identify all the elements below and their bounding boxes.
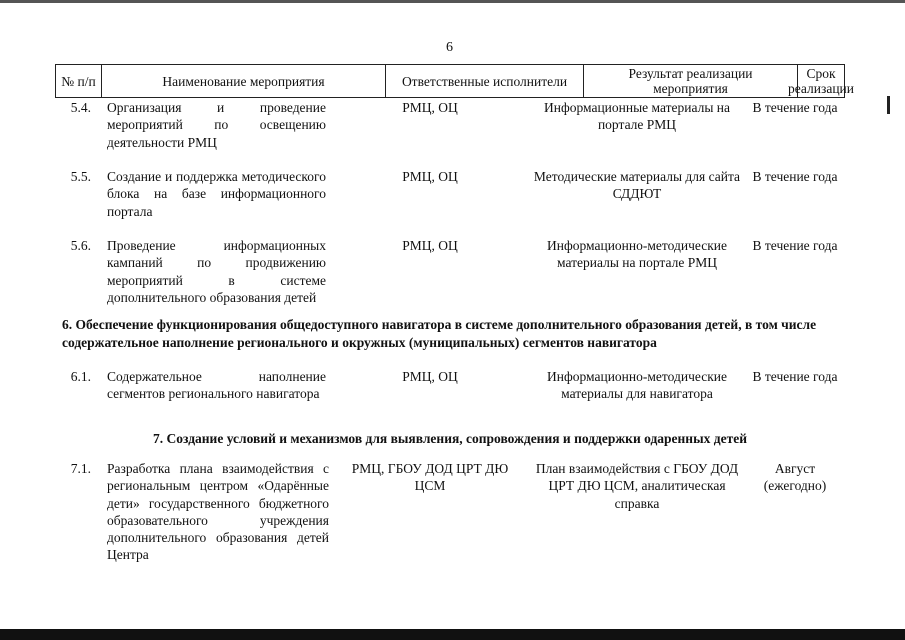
scan-top-edge (0, 0, 905, 3)
row-term: В течение года (752, 238, 838, 253)
row-term: Август (ежегодно) (763, 461, 827, 494)
table-header (55, 64, 854, 98)
row-number: 5.6. (70, 238, 91, 253)
section-heading: 6. Обеспечение функционирования общедоступного навигатора в системе дополнительного образования детей, в том числе содержательное наполнение регионального и окружных (муниципальных) сегментов навигатора (62, 317, 817, 350)
scan-margin-mark (887, 96, 890, 114)
row-number: 5.5. (70, 169, 91, 184)
header-num: № п/п (56, 65, 102, 97)
row-result: Методические материалы для сайта СДДЮТ (533, 169, 741, 202)
section-heading: 7. Создание условий и механизмов для выявления, сопровождения и поддержки одаренных детей (153, 431, 747, 446)
row-name: Создание и поддержка методического блока на базе информационного портала (107, 169, 326, 219)
header-name: Наименование мероприятия (102, 65, 386, 97)
row-number: 7.1. (70, 461, 91, 476)
row-term: В течение года (752, 169, 838, 184)
row-term: В течение года (752, 100, 838, 115)
header-term: Срок реализации (788, 66, 854, 96)
row-result: Информационно-методические материалы для навигатора (547, 369, 727, 402)
row-name: Организация и проведение мероприятий по освещению деятельности РМЦ (107, 100, 326, 150)
row-name: Проведение информационных кампаний по продвижению мероприятий в системе дополнительного образования детей (107, 238, 326, 305)
page-number: 6 (446, 40, 453, 55)
row-responsible: РМЦ, ГБОУ ДОД ЦРТ ДЮ ЦСМ (351, 461, 509, 494)
scan-bottom-edge (0, 629, 905, 640)
row-result: План взаимодействия с ГБОУ ДОД ЦРТ ДЮ ЦСМ, аналитическая справка (535, 461, 739, 511)
row-name: Разработка плана взаимодействия с региональным центром «Одарённые дети» государственного бюджетного образовательного учреждения дополнительного образования детей Центра (107, 461, 329, 563)
row-result: Информационно-методические материалы на портале РМЦ (547, 238, 727, 271)
row-number: 5.4. (70, 100, 91, 115)
header-responsible: Ответственные исполнители (386, 65, 584, 97)
row-responsible: РМЦ, ОЦ (402, 238, 458, 253)
row-term: В течение года (752, 369, 838, 384)
row-name: Содержательное наполнение сегментов регионального навигатора (107, 369, 326, 402)
row-responsible: РМЦ, ОЦ (402, 100, 458, 115)
row-responsible: РМЦ, ОЦ (402, 369, 458, 384)
row-number: 6.1. (70, 369, 91, 384)
header-result: Результат реализации мероприятия (584, 65, 798, 97)
row-result: Информационные материалы на портале РМЦ (543, 100, 730, 133)
row-responsible: РМЦ, ОЦ (402, 169, 458, 184)
